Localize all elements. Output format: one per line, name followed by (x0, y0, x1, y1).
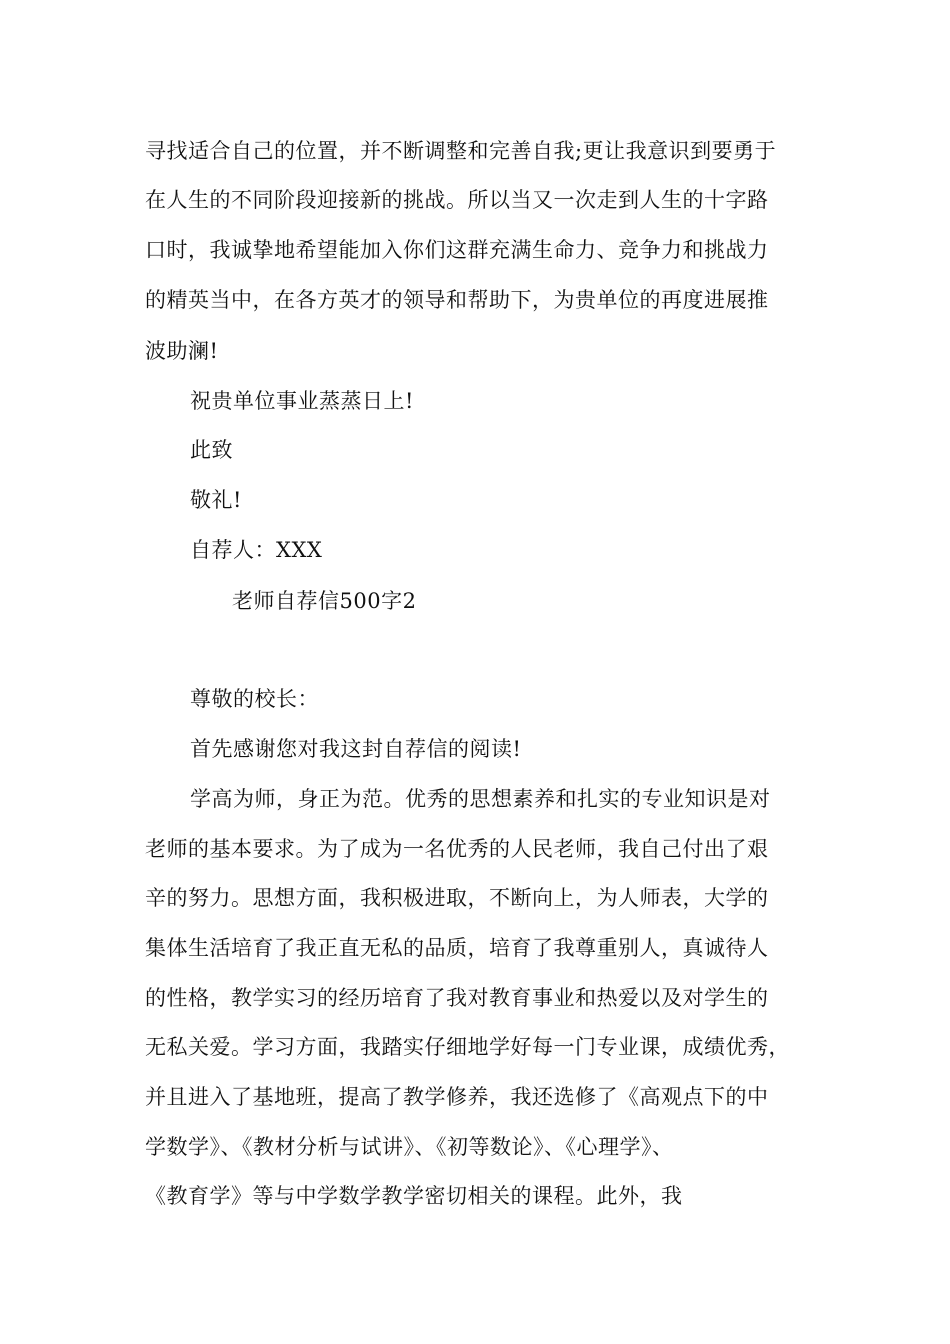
paragraph-1-line-3: 口时，我诚挚地希望能加入你们这群充满生命力、竞争力和挑战力 (145, 238, 769, 262)
paragraph-2-line-8: 学数学》、《教材分析与试讲》、《初等数论》、《心理学》、 (145, 1135, 674, 1159)
paragraph-2-line-7: 并且进入了基地班，提高了教学修养，我还选修了《高观点下的中 (145, 1085, 769, 1109)
paragraph-1-line-5: 波助澜! (145, 339, 219, 363)
paragraph-2-line-4: 集体生活培育了我正直无私的品质，培育了我尊重别人，真诚待人 (145, 936, 769, 960)
paragraph-1-line-2: 在人生的不同阶段迎接新的挑战。所以当又一次走到人生的十字路 (145, 188, 769, 212)
intro-line: 首先感谢您对我这封自荐信的阅读! (190, 737, 522, 761)
paragraph-1-line-1: 寻找适合自己的位置，并不断调整和完善自我;更让我意识到要勇于 (145, 139, 777, 163)
paragraph-2-line-1: 学高为师，身正为范。优秀的思想素养和扎实的专业知识是对 (190, 787, 771, 811)
paragraph-2-line-6: 无私关爱。学习方面，我踏实仔细地学好每一门专业课，成绩优秀， (145, 1035, 790, 1059)
salutation-ci-zhi: 此致 (190, 438, 233, 462)
paragraph-1-line-4: 的精英当中，在各方英才的领导和帮助下，为贵单位的再度进展推 (145, 288, 769, 312)
salutation-jing-li: 敬礼! (190, 488, 242, 512)
closing-wish: 祝贵单位事业蒸蒸日上! (190, 389, 414, 413)
paragraph-2-line-5: 的性格，教学实习的经历培育了我对教育事业和热爱以及对学生的 (145, 986, 769, 1010)
paragraph-2-line-9: 《教育学》等与中学数学教学密切相关的课程。此外，我 (145, 1184, 683, 1208)
signature: 自荐人：XXX (190, 538, 323, 562)
section-title: 老师自荐信500字2 (232, 589, 417, 613)
greeting: 尊敬的校长： (190, 687, 319, 711)
paragraph-2-line-3: 辛的努力。思想方面，我积极进取，不断向上，为人师表，大学的 (145, 886, 769, 910)
paragraph-2-line-2: 老师的基本要求。为了成为一名优秀的人民老师，我自己付出了艰 (145, 837, 769, 861)
